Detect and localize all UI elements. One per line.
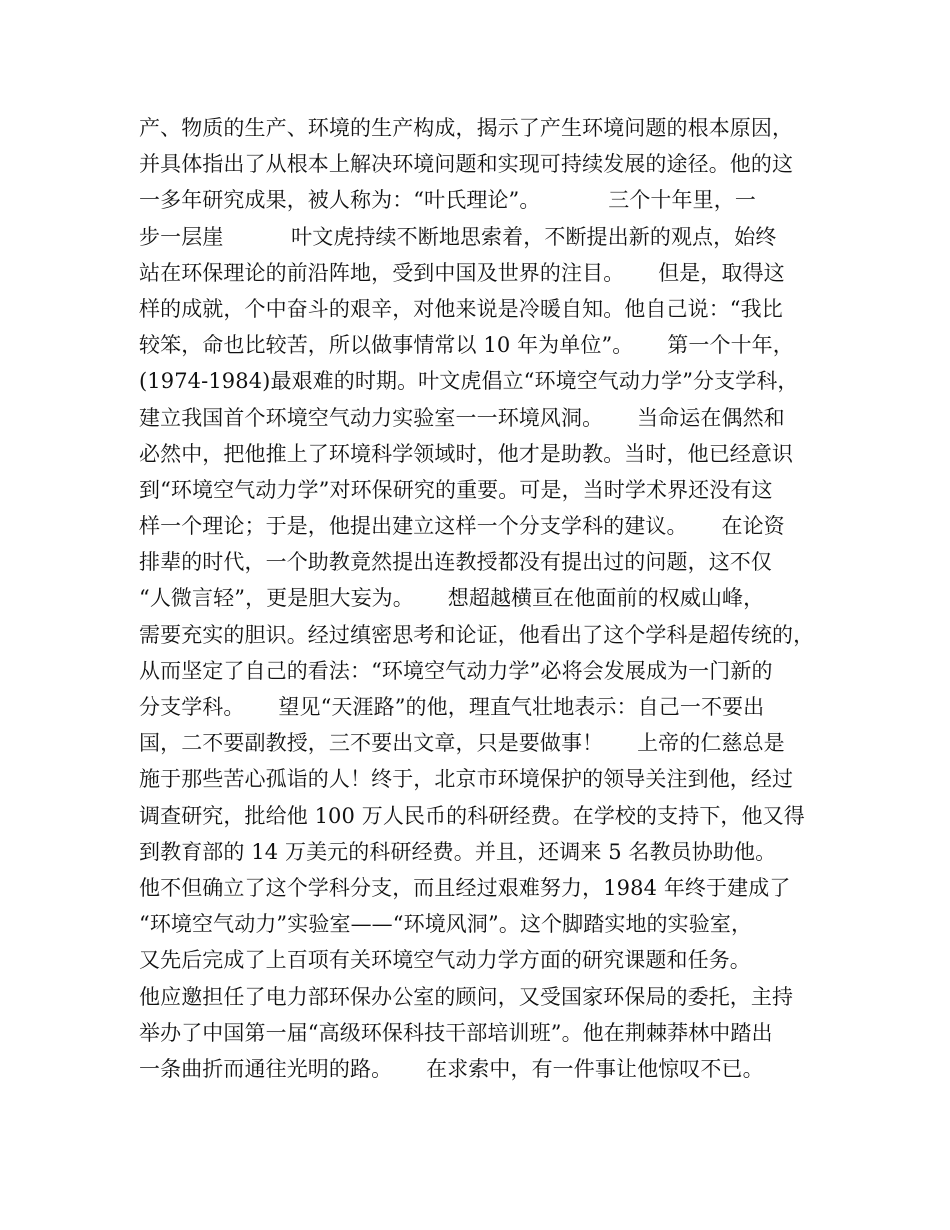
text-line: “人微言轻”，更是胆大妄为。 想超越横亘在他面前的权威山峰， — [139, 586, 765, 611]
text-line: “环境空气动力”实验室——“环境风洞”。这个脚踏实地的实验室， — [139, 912, 753, 937]
text-line: 必然中，把他推上了环境科学领域时，他才是助教。当时，他已经意识 — [139, 441, 794, 466]
text-line: 又先后完成了上百项有关环境空气动力学方面的研究课题和任务。 — [139, 948, 751, 973]
text-line: 从而坚定了自己的看法：“环境空气动力学”必将会发展成为一门新的 — [139, 658, 773, 683]
text-line: 调查研究，批给他 100 万人民币的科研经费。在学校的支持下，他又得 — [139, 803, 805, 828]
body-text — [139, 110, 839, 1087]
text-line: 施于那些苦心孤诣的人！终于，北京市环境保护的领导关注到他，经过 — [139, 767, 794, 792]
text-line: 样一个理论；于是，他提出建立这样一个分支学科的建议。 在论资 — [139, 514, 785, 539]
text-line: 一多年研究成果，被人称为：“叶氏理论”。 三个十年里，一 — [139, 188, 756, 213]
text-line: (1974-1984)最艰难的时期。叶文虎倡立“环境空气动力学”分支学科， — [139, 369, 799, 394]
text-line: 到“环境空气动力学”对环保研究的重要。可是，当时学术界还没有这 — [139, 477, 773, 502]
text-line: 他应邀担任了电力部环保办公室的顾问，又受国家环保局的委托，主持 — [139, 984, 794, 1009]
text-line: 需要充实的胆识。经过缜密思考和论证，他看出了这个学科是超传统的， — [139, 622, 815, 647]
text-line: 分支学科。 望见“天涯路”的他，理直气壮地表示：自己一不要出 — [139, 695, 765, 719]
text-line: 较笨，命也比较苦，所以做事情常以 10 年为单位”。 第一个十年， — [139, 333, 794, 358]
text-line: 产、物质的生产、环境的生产构成，揭示了产生环境问题的根本原因， — [139, 116, 794, 140]
text-line: 举办了中国第一届“高级环保科技干部培训班”。他在荆棘莽林中踏出 — [139, 1020, 773, 1045]
text-line: 步一层崖 叶文虎持续不断地思索着，不断提出新的观点，始终 — [139, 224, 777, 249]
text-line: 站在环保理论的前沿阵地，受到中国及世界的注目。 但是，取得这 — [139, 260, 785, 285]
text-line: 一条曲折而通往光明的路。 在求索中，有一件事让他惊叹不已。 — [139, 1056, 764, 1081]
text-line: 国，二不要副教授，三不要出文章，只是要做事！ 上帝的仁慈总是 — [139, 731, 785, 756]
text-line: 他不但确立了这个学科分支，而且经过艰难努力，1984 年终于建成了 — [139, 875, 791, 900]
text-line: 样的成就，个中奋斗的艰辛，对他来说是冷暖自知。他自己说：“我比 — [139, 296, 783, 321]
text-line: 排辈的时代，一个助教竟然提出连教授都没有提出过的问题，这不仅 — [139, 550, 772, 575]
text-line: 到教育部的 14 万美元的科研经费。并且，还调来 5 名教员协助他。 — [139, 839, 777, 864]
text-line: 并具体指出了从根本上解决环境问题和实现可持续发展的途径。他的这 — [139, 152, 794, 177]
text-line: 建立我国首个环境空气动力实验室一一环境风洞。 当命运在偶然和 — [139, 405, 785, 430]
